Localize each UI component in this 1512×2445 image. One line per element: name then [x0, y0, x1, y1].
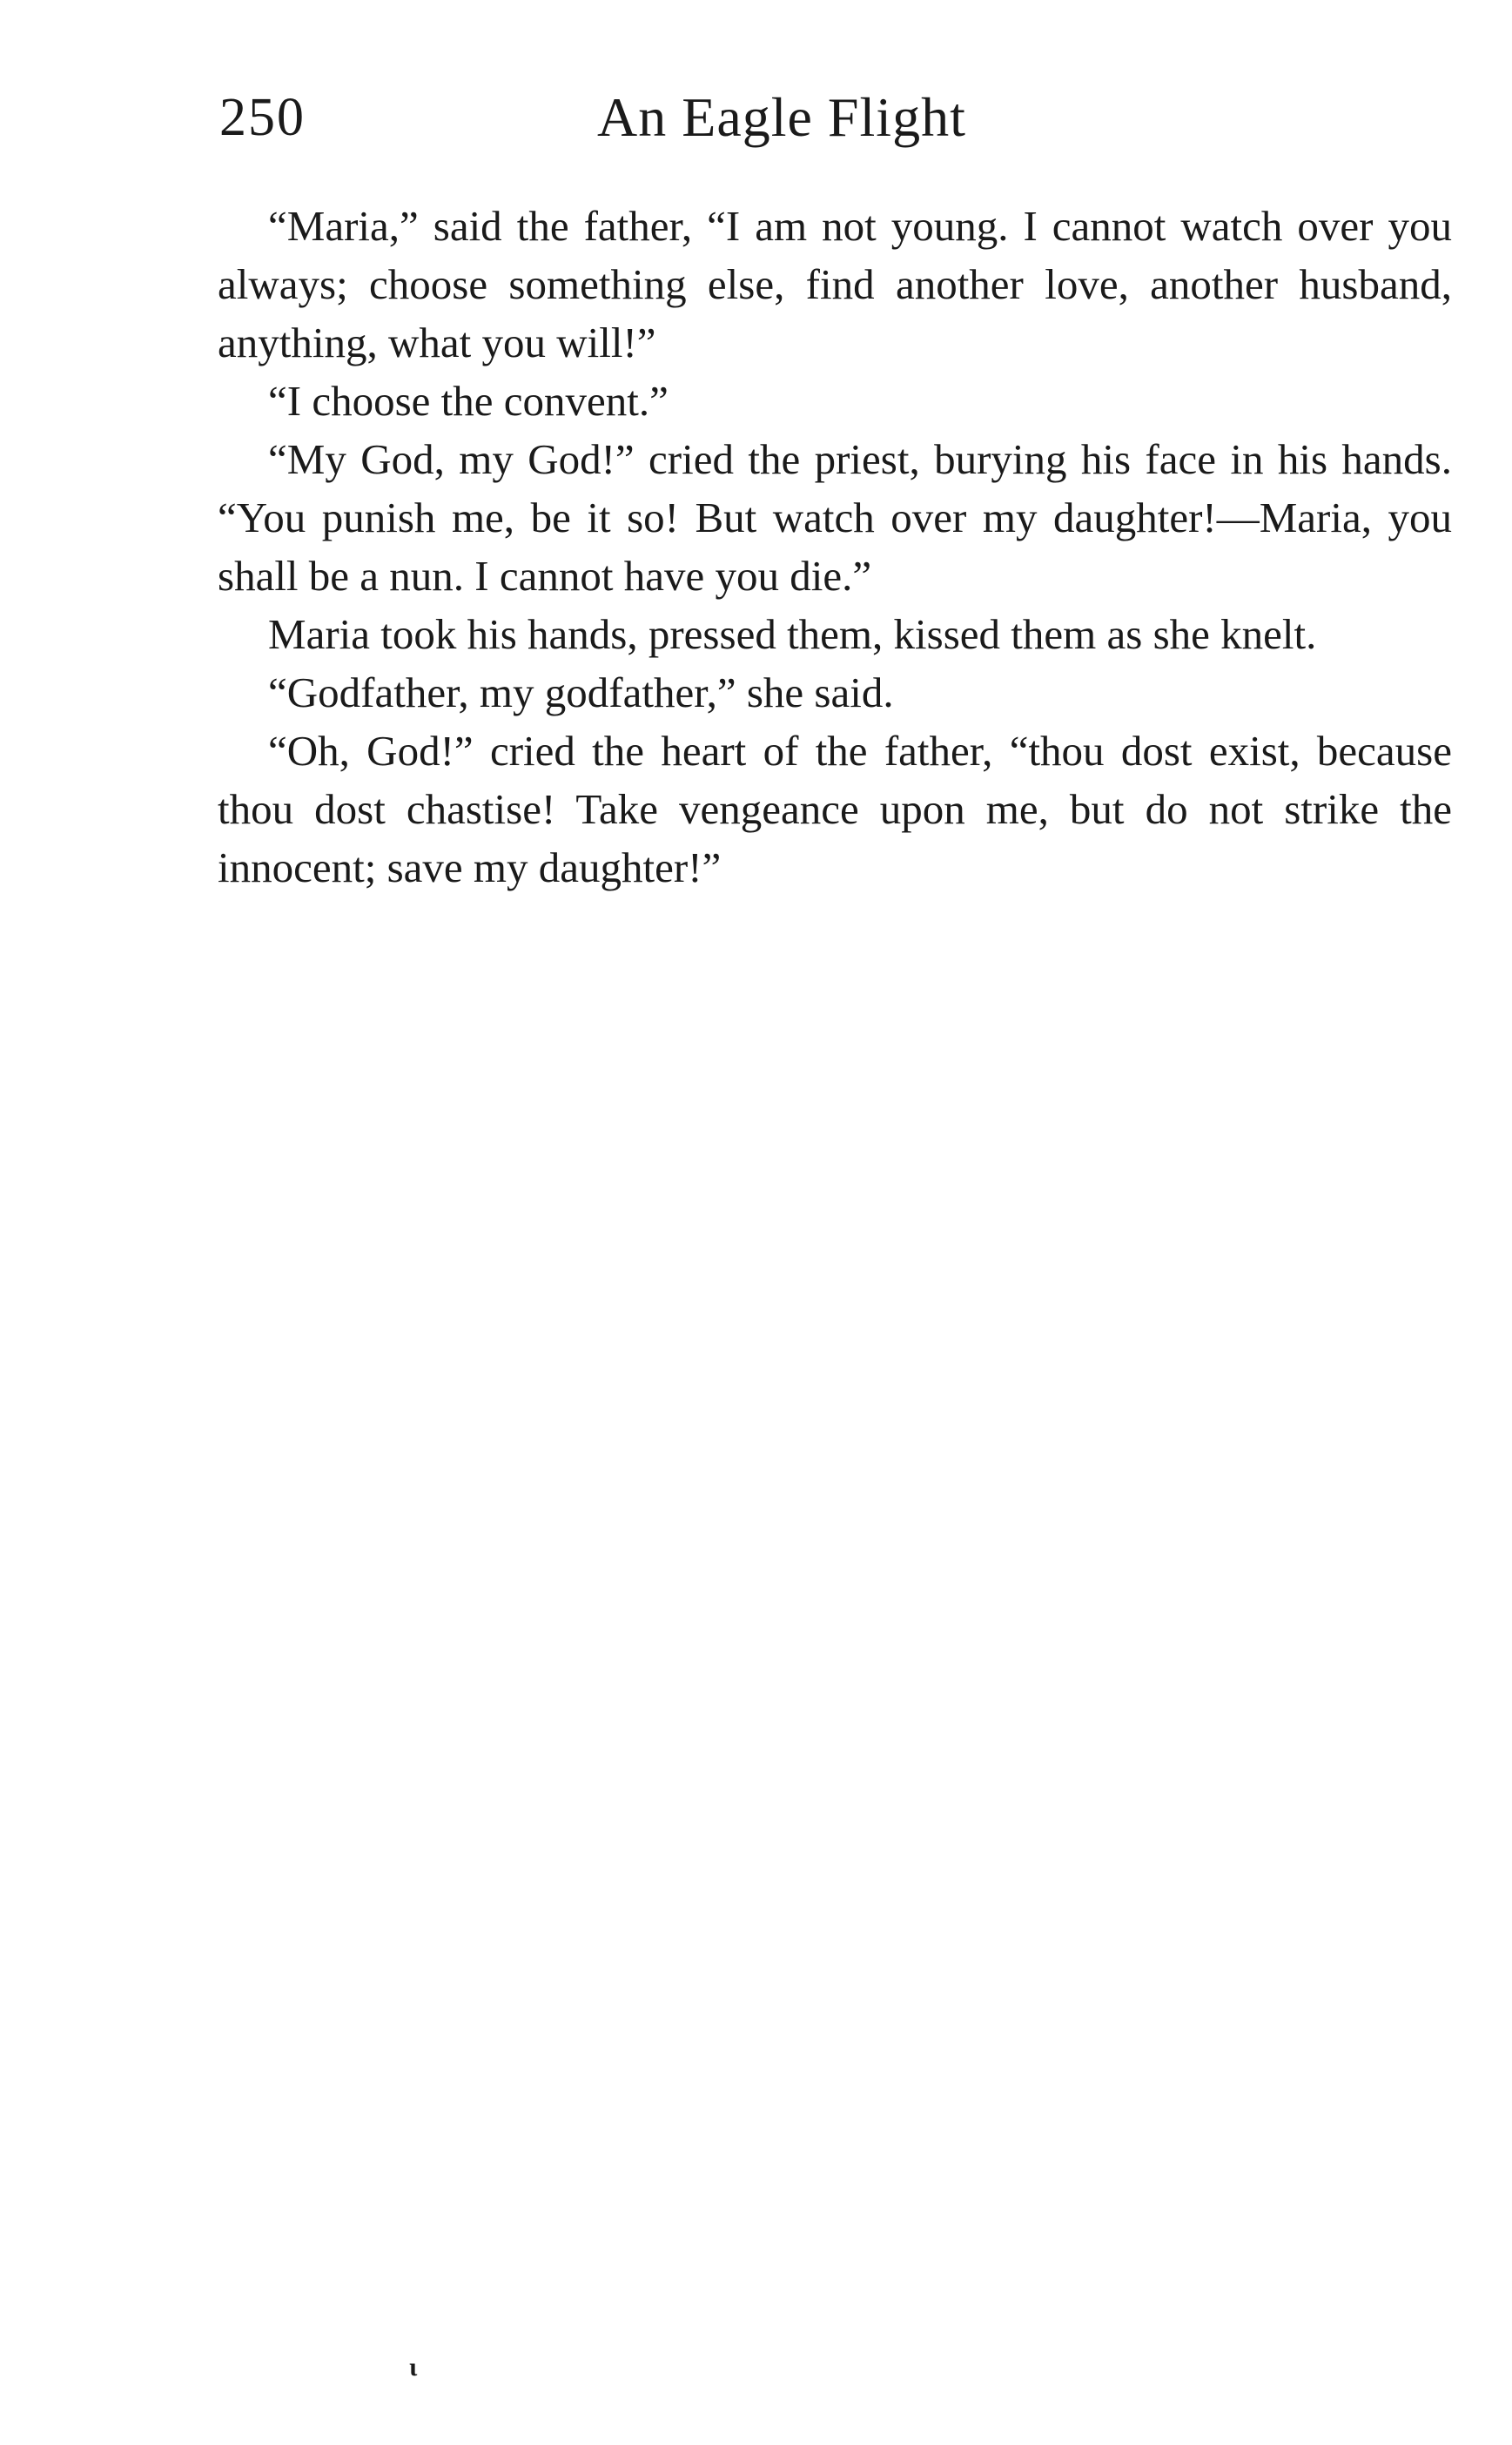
paragraph: “I choose the convent.” — [268, 377, 669, 425]
paragraph: “Maria,” said the father, “I am not young. I cannot watch over you always; choose something else, find another love, another husband, anything, what you will!” — [218, 202, 1452, 366]
body-text — [218, 197, 1452, 897]
paragraph: “Oh, God!” cried the heart of the father, “thou dost exist, because thou dost chastise! Take vengeance upon me, but do not strike the innocent; save my daughter!” — [218, 727, 1452, 891]
paragraph: “Godfather, my godfather,” she said. — [268, 668, 894, 716]
running-title: An Eagle Flight — [597, 86, 966, 148]
paragraph: “My God, my God!” cried the priest, burying his face in his hands. “You punish me, be it so! But watch over my daughter!—Maria, you shall be a nun. I cannot have you die.” — [218, 435, 1452, 600]
paragraph: Maria took his hands, pressed them, kissed them as she knelt. — [268, 610, 1317, 658]
running-head — [218, 78, 1452, 157]
page-number: 250 — [219, 88, 306, 147]
stray-print-mark: ι — [409, 2353, 418, 2381]
